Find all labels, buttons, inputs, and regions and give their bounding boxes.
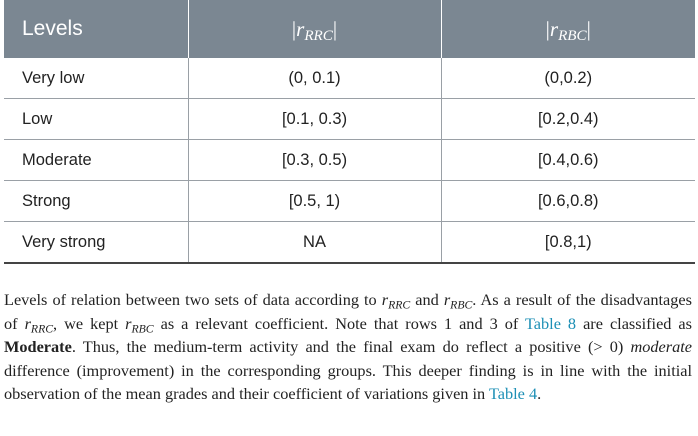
table-row: [4, 181, 695, 222]
header-rbc-symbol: r: [549, 16, 559, 41]
caption-rbc-subscript: RBC: [450, 298, 473, 312]
rrc-cell: NA: [188, 222, 441, 264]
rrc-cell: [0.5, 1): [188, 181, 441, 222]
rbc-cell: [0.2,0.4): [441, 99, 695, 140]
header-rrc-bar-left: |: [291, 16, 297, 41]
rbc-cell: [0.8,1): [441, 222, 695, 264]
caption-text: as a relevant coefficient. Note that rows 1 and 3 of: [153, 313, 525, 333]
header-rrc-symbol: r: [296, 16, 305, 41]
rbc-cell: [0.4,0.6): [441, 140, 695, 181]
header-rbc-bar-left: |: [545, 16, 550, 41]
table-caption: [4, 288, 692, 406]
caption-text: Levels of relation between two sets of data according to: [4, 290, 382, 309]
table-row: [4, 222, 695, 264]
rbc-cell: (0,0.2): [441, 58, 695, 99]
header-rbc-subscript: RBC: [558, 27, 587, 44]
caption-rrc-subscript: RRC: [30, 321, 54, 335]
caption-bold-moderate: Moderate: [4, 337, 72, 356]
table-row: [4, 140, 695, 181]
header-rbc-bar-right: |: [586, 16, 591, 41]
header-rrc-bar-right: |: [332, 16, 338, 41]
header-rrc-subscript: RRC: [304, 27, 333, 44]
rrc-cell: (0, 0.1): [188, 58, 441, 99]
caption-text: are classified as: [576, 313, 692, 333]
caption-rrc-subscript: RRC: [388, 298, 411, 312]
level-cell: Moderate: [4, 140, 188, 181]
caption-rbc-subscript: RBC: [131, 321, 154, 335]
caption-text: .: [537, 384, 542, 403]
caption-italic-moderate: moderate: [630, 337, 692, 356]
header-levels: Levels: [4, 0, 188, 58]
table-row: [4, 58, 695, 99]
table-8-link[interactable]: Table 8: [525, 313, 577, 333]
caption-r-symbol: r: [24, 313, 31, 333]
level-cell: Very strong: [4, 222, 188, 264]
caption-r-symbol: r: [443, 290, 451, 309]
rrc-cell: [0.1, 0.3): [188, 99, 441, 140]
relation-levels-table: [4, 0, 695, 264]
caption-text: and: [410, 290, 444, 309]
caption-text: , we kept: [53, 313, 126, 333]
caption-text: . As a result of the disadvantages of: [4, 290, 692, 333]
table-header-row: [4, 0, 695, 58]
level-cell: Very low: [4, 58, 188, 99]
caption-r-symbol: r: [381, 290, 389, 309]
level-cell: Strong: [4, 181, 188, 222]
caption-r-symbol: r: [125, 313, 132, 333]
header-rbc: [441, 0, 695, 58]
rbc-cell: [0.6,0.8): [441, 181, 695, 222]
level-cell: Low: [4, 99, 188, 140]
table-row: [4, 99, 695, 140]
rrc-cell: [0.3, 0.5): [188, 140, 441, 181]
caption-text: . Thus, the medium-term activity and the final exam do reflect a positive (> 0): [71, 337, 631, 356]
table-4-link[interactable]: Table 4: [488, 384, 538, 403]
header-rrc: [188, 0, 441, 58]
caption-text: difference (improvement) in the corresponding groups. This deeper finding is in line with the initial observation of the mean grades and their coefficient of variations given in: [4, 360, 692, 403]
